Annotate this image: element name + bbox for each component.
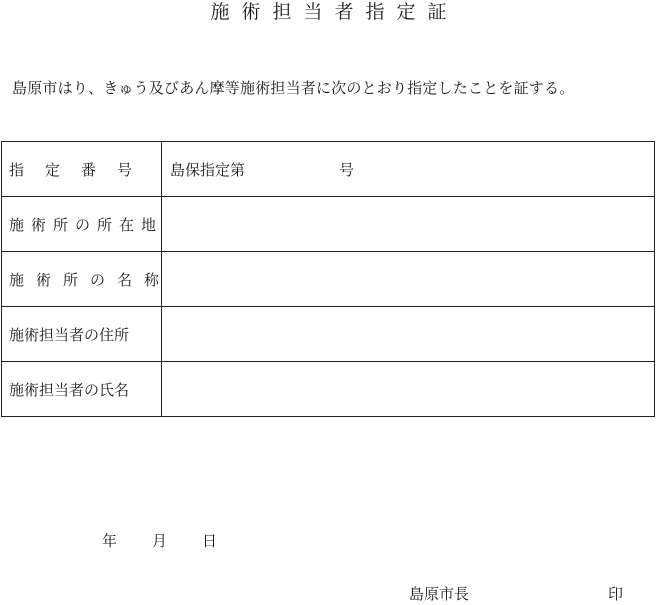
issuer-title: 島原市長 bbox=[409, 585, 470, 603]
practitioner-address-field bbox=[162, 307, 655, 362]
table-row bbox=[2, 307, 655, 362]
table-row bbox=[2, 197, 655, 252]
clinic-name-field bbox=[162, 252, 655, 307]
table-row bbox=[2, 252, 655, 307]
year-label: 年 bbox=[102, 532, 118, 550]
practitioner-name-field bbox=[162, 362, 655, 417]
practitioner-name-label: 施術担当者の氏名 bbox=[2, 362, 162, 417]
document-title: 施術担当者指定証 bbox=[210, 1, 459, 23]
clinic-name-label: 施術所の名称 bbox=[2, 252, 162, 307]
clinic-address-field bbox=[162, 197, 655, 252]
designation-number-field bbox=[162, 142, 655, 197]
table-row bbox=[2, 142, 655, 197]
seal-mark: 印 bbox=[608, 585, 624, 603]
month-label: 月 bbox=[152, 532, 168, 550]
certificate-table bbox=[1, 141, 655, 417]
day-label: 日 bbox=[202, 532, 218, 550]
designation-number-label: 指定番号 bbox=[2, 142, 162, 197]
table-row bbox=[2, 362, 655, 417]
designation-number-prefix: 島保指定第 bbox=[170, 160, 246, 179]
designation-number-suffix: 号 bbox=[339, 160, 355, 179]
certification-statement: 島原市はり、きゅう及びあん摩等施術担当者に次のとおり指定したことを証する。 bbox=[12, 79, 575, 97]
practitioner-address-label: 施術担当者の住所 bbox=[2, 307, 162, 362]
clinic-address-label: 施術所の所在地 bbox=[2, 197, 162, 252]
issue-date bbox=[102, 530, 217, 552]
